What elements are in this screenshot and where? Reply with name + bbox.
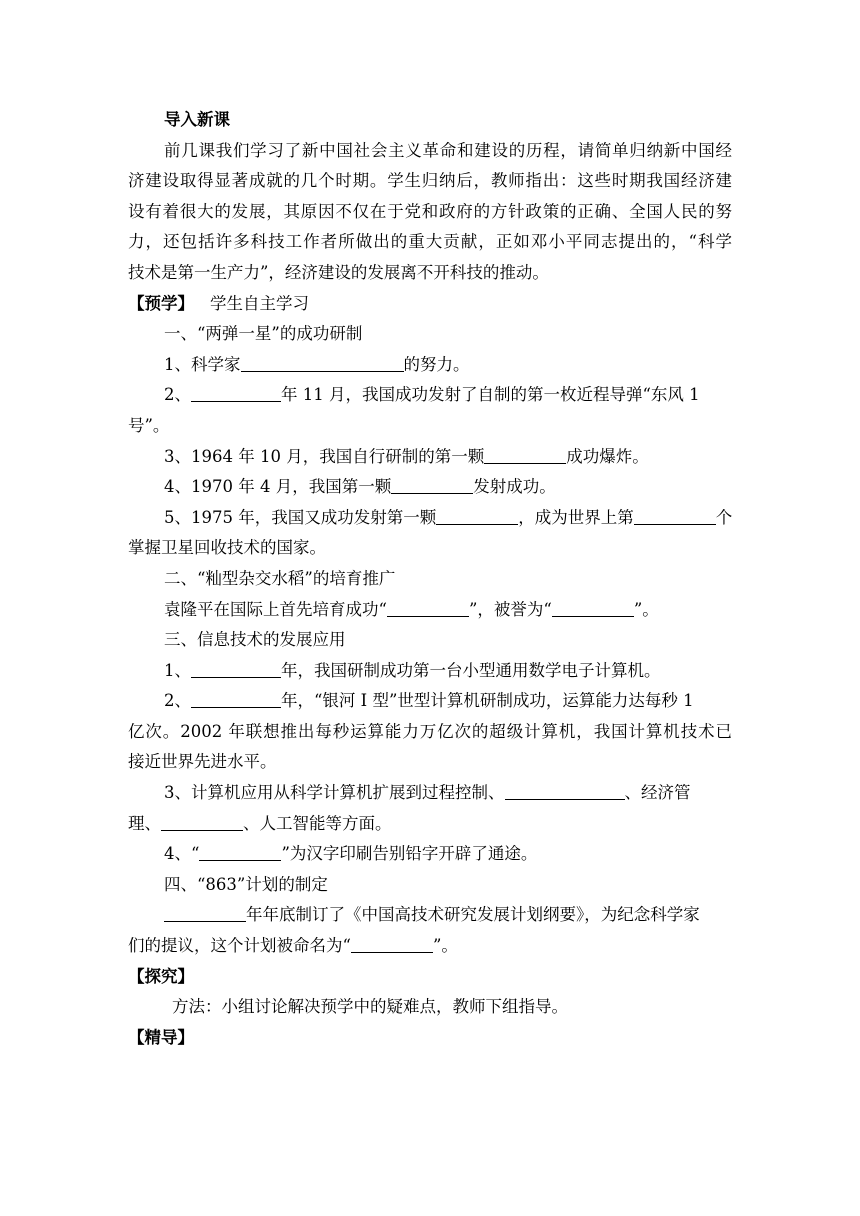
question-text: 、经济管: [624, 783, 691, 803]
answer-blank[interactable]: [505, 783, 625, 800]
s4-question: [128, 905, 732, 925]
s4-question-cont: [128, 936, 732, 956]
question-text: 1、科学家: [164, 354, 241, 374]
question-2-cont: 号”。: [128, 415, 170, 435]
question-text: ”。: [633, 599, 659, 619]
section-4-title: 四、“863”计划的制定: [164, 874, 328, 894]
question-text: 们的提议，这个计划被命名为“: [128, 936, 351, 956]
s3-question-2: [128, 691, 732, 711]
question-text: 年，“银河 I 型”世型计算机研制成功，运算能力达每秒 1: [281, 691, 694, 711]
intro-paragraph-line: 济建设取得显著成就的几个时期。学生归纳后，教师指出：这些时期我国经济建: [128, 171, 732, 191]
question-text: 3、计算机应用从科学计算机扩展到过程控制、: [164, 783, 505, 803]
answer-blank[interactable]: [387, 600, 469, 617]
jingdao-label: 【精导】: [128, 1027, 194, 1047]
s3-question-2-cont: 接近世界先进水平。: [128, 752, 277, 772]
yuxue-label: 【预学】: [128, 293, 194, 313]
question-text: 4、“: [164, 844, 200, 864]
question-text: 的努力。: [403, 354, 470, 374]
question-1: [128, 355, 732, 375]
question-text: 4、1970 年 4 月，我国第一颗: [164, 477, 392, 497]
question-2: [128, 385, 732, 405]
answer-blank[interactable]: [161, 814, 243, 831]
question-text: ”，被誉为“: [468, 599, 552, 619]
s3-question-3: [128, 783, 732, 803]
section-3-title: 三、信息技术的发展应用: [164, 630, 346, 650]
intro-paragraph-line: 技术是第一生产力”，经济建设的发展离不开科技的推动。: [128, 262, 549, 282]
answer-blank[interactable]: [191, 661, 281, 678]
answer-blank[interactable]: [436, 508, 518, 525]
question-text: 1、: [164, 660, 191, 680]
question-text: ，成为世界上第: [518, 507, 634, 527]
intro-paragraph-line: 前几课我们学习了新中国社会主义革命和建设的历程，请简单归纳新中国经: [164, 140, 732, 160]
answer-blank[interactable]: [164, 905, 246, 922]
intro-heading: 导入新课: [164, 110, 230, 129]
question-text: 发射成功。: [473, 477, 556, 497]
answer-blank[interactable]: [634, 508, 716, 525]
question-text: 成功爆炸。: [566, 446, 649, 466]
s3-question-4: [128, 844, 732, 864]
section-2-title: 二、“籼型杂交水稻”的培育推广: [164, 568, 396, 588]
question-text: ”。: [432, 936, 458, 956]
question-text: 年年底制订了《中国高技术研究发展计划纲要》，为纪念科学家: [246, 905, 700, 925]
question-text: 、人工智能等方面。: [243, 813, 392, 833]
s3-question-3-cont: [128, 814, 732, 834]
question-text: ”为汉字印刷告别铅字开辟了通途。: [281, 844, 538, 864]
document-content: [128, 110, 732, 1058]
answer-blank[interactable]: [391, 477, 473, 494]
question-5: [128, 508, 732, 528]
s3-question-1: [128, 661, 732, 681]
question-text: 袁隆平在国际上首先培育成功“: [164, 599, 387, 619]
question-text: 2、: [164, 385, 191, 405]
answer-blank[interactable]: [552, 600, 634, 617]
answer-blank[interactable]: [241, 355, 404, 372]
section-1-title: 一、“两弹一星”的成功研制: [164, 324, 363, 344]
answer-blank[interactable]: [191, 385, 281, 402]
question-4: [128, 477, 732, 497]
answer-blank[interactable]: [484, 447, 566, 464]
question-3: [128, 447, 732, 467]
question-text: 5、1975 年，我国又成功发射第一颗: [164, 507, 437, 527]
yuxue-header: [128, 294, 732, 314]
answer-blank[interactable]: [351, 936, 433, 953]
answer-blank[interactable]: [191, 691, 281, 708]
intro-paragraph-line: 力，还包括许多科技工作者所做出的重大贡献，正如邓小平同志提出的，“科学: [128, 232, 732, 252]
question-text: 2、: [164, 691, 191, 711]
yuxue-title: 学生自主学习: [210, 293, 309, 313]
question-text: 理、: [128, 813, 161, 833]
question-5-cont: 掌握卫星回收技术的国家。: [128, 538, 326, 558]
question-text: 3、1964 年 10 月，我国自行研制的第一颗: [164, 446, 485, 466]
answer-blank[interactable]: [199, 844, 281, 861]
tanjiu-label: 【探究】: [128, 966, 194, 986]
question-text: 年，我国研制成功第一台小型通用数学电子计算机。: [281, 660, 661, 680]
s3-question-2-cont: 亿次。2002 年联想推出每秒运算能力万亿次的超级计算机，我国计算机技术已: [128, 721, 732, 741]
intro-paragraph-line: 设有着很大的发展，其原因不仅在于党和政府的方针政策的正确、全国人民的努: [128, 201, 732, 221]
section-2-question: [128, 600, 732, 620]
tanjiu-method: 方法：小组讨论解决预学中的疑难点，教师下组指导。: [172, 997, 568, 1017]
question-text: 个: [715, 507, 733, 527]
question-text: 年 11 月，我国成功发射了自制的第一枚近程导弹“东风 1: [281, 385, 700, 405]
